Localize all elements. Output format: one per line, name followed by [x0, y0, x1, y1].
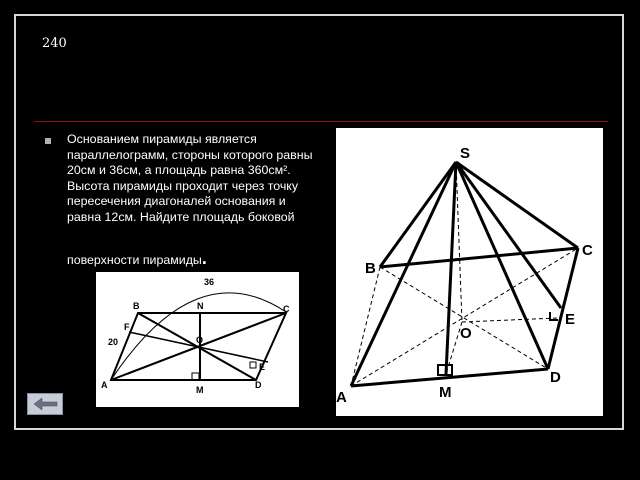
edge-sb — [380, 162, 456, 267]
label-o: O — [196, 335, 204, 345]
slide-number: 240 — [42, 36, 67, 51]
label-o: O — [460, 325, 472, 342]
label-d: D — [255, 380, 262, 390]
pyramid-figure — [336, 128, 603, 416]
hidden-diagonal-ac — [351, 248, 578, 386]
label-n: N — [197, 301, 204, 311]
back-arrow-icon — [28, 394, 62, 414]
problem-text: Основанием пирамиды является параллелограмм, стороны которого равны 20см и 36см, а площадь равна 360см². Высота пирамиды проходит через точку пересечения диагоналей основания и равна 12см. Найдите площадь боковой — [67, 132, 313, 224]
label-c: C — [283, 304, 290, 314]
label-f: F — [124, 322, 130, 332]
bullet-marker — [45, 138, 51, 144]
problem-last-line — [67, 248, 207, 269]
hidden-diagonal-bd — [380, 267, 548, 369]
label-side-20: 20 — [108, 337, 119, 347]
right-angle-mark-e — [550, 312, 558, 320]
problem-last-line-text: поверхности пирамиды — [67, 253, 202, 267]
label-m: M — [196, 385, 204, 395]
label-m: M — [439, 384, 452, 401]
label-e: E — [259, 362, 266, 372]
hidden-height-so — [456, 162, 462, 322]
label-side-36: 36 — [204, 277, 215, 287]
pyramid-figure-panel — [336, 128, 603, 416]
label-e: E — [565, 311, 576, 328]
hidden-segment-oe — [462, 318, 558, 322]
apothem-sm — [446, 162, 456, 374]
edge-cd — [548, 248, 578, 369]
base-figure-panel — [96, 272, 299, 407]
label-s: S — [460, 145, 471, 162]
right-angle-mark-e — [250, 362, 256, 368]
label-b: B — [133, 301, 140, 311]
label-d: D — [550, 369, 561, 386]
hidden-edge-ba — [351, 267, 380, 386]
right-angle-mark-m — [192, 373, 199, 380]
back-button[interactable] — [27, 393, 63, 415]
base-figure — [96, 272, 299, 407]
label-b: B — [365, 260, 376, 277]
label-a: A — [101, 380, 108, 390]
problem-end-mark: . — [201, 248, 207, 268]
label-c: C — [582, 242, 593, 259]
apothem-se — [456, 162, 561, 308]
title-divider — [34, 121, 608, 122]
label-a: A — [336, 389, 347, 406]
